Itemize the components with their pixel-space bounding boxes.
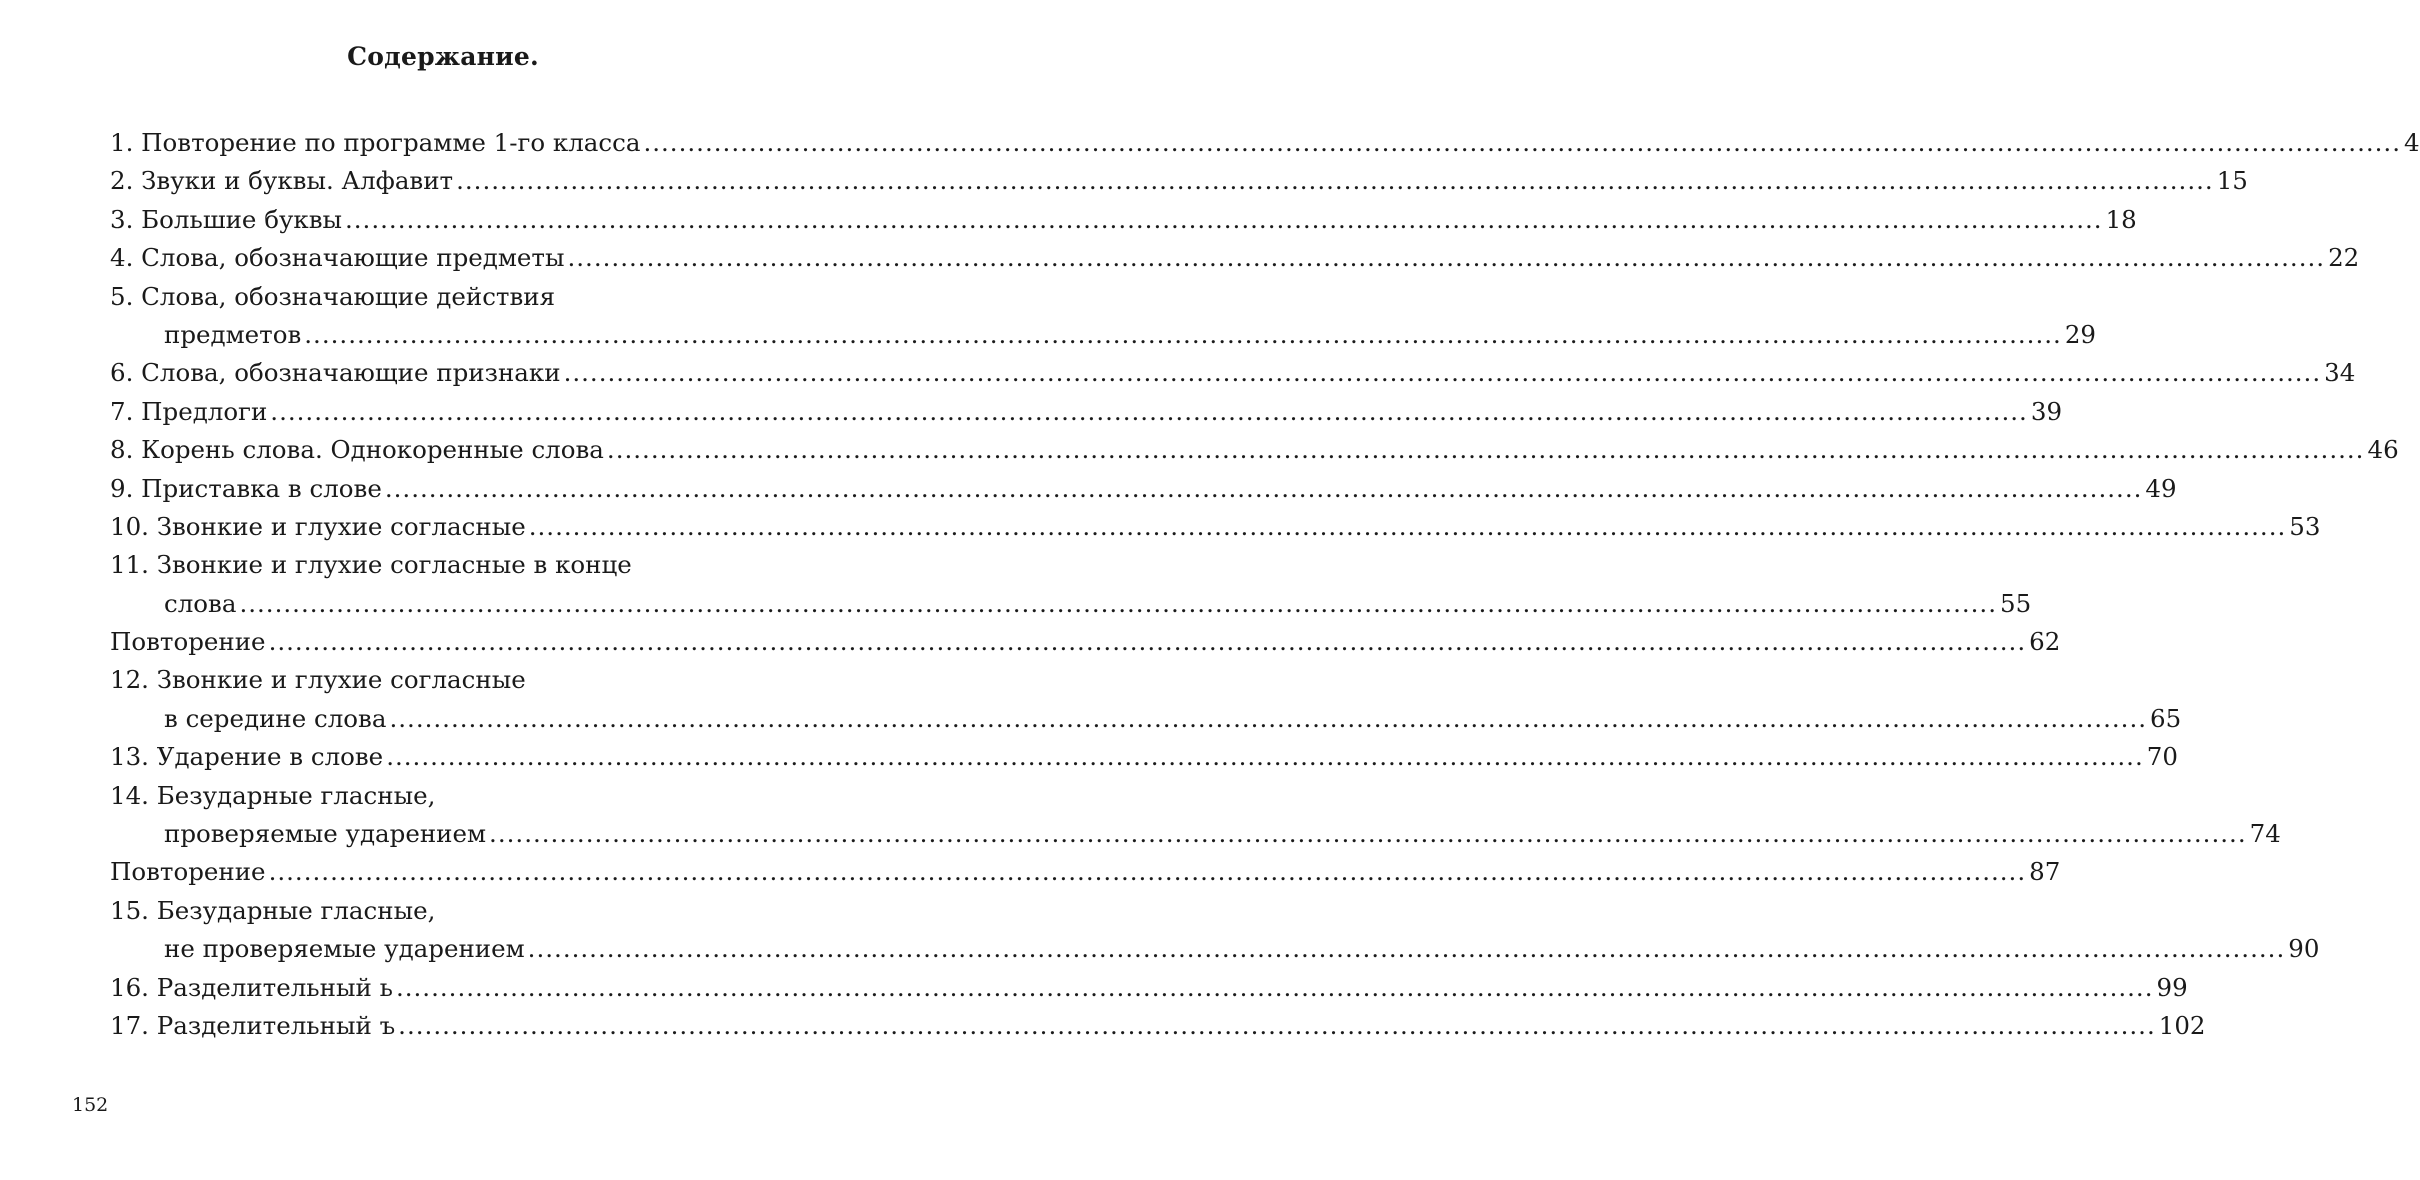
- toc-page-number: 46: [2367, 435, 2399, 465]
- toc-leader-dots: ........................................................................................................................................................................................................: [456, 166, 2214, 196]
- toc-entry-title: 16. Разделительный ь: [110, 972, 393, 1002]
- toc-leader-dots: ........................................................................................................................................................................................................: [643, 128, 2402, 157]
- toc-leader-dots: ........................................................................................................................................................................................................: [268, 627, 2027, 657]
- toc-page-number: 39: [2030, 396, 2063, 426]
- toc-entry-title: 4. Слова, обозначающие предметы: [110, 243, 565, 273]
- toc-leader-dots: ........................................................................................................................................................................................................: [528, 511, 2287, 541]
- toc-page-number: 70: [2146, 742, 2178, 772]
- toc-page-number: 53: [2289, 511, 2321, 541]
- toc-entry: [110, 777, 736, 815]
- toc-entry: [110, 239, 2360, 277]
- toc-entry-title: 15. Безударные гласные,: [110, 895, 436, 925]
- toc-page-number: 62: [2029, 627, 2061, 657]
- toc-entry-title: предметов: [164, 319, 302, 349]
- toc-leader-dots: ........................................................................................................................................................................................................: [344, 204, 2103, 234]
- toc-entry: [110, 853, 2061, 891]
- toc-page-number: 99: [2156, 972, 2188, 1002]
- toc-entry: [110, 431, 2399, 469]
- toc-entry-title: 9. Приставка в слове: [110, 473, 382, 503]
- toc-entry: [110, 546, 736, 584]
- toc-leader-dots: ........................................................................................................................................................................................................: [389, 703, 2148, 733]
- toc-page-number: 90: [2288, 934, 2320, 964]
- toc-page-number: 49: [2145, 473, 2177, 503]
- toc-entry-title: 6. Слова, обозначающие признаки: [110, 358, 561, 388]
- toc-leader-dots: ........................................................................................................................................................................................................: [527, 934, 2286, 964]
- toc-leader-dots: ........................................................................................................................................................................................................: [395, 972, 2154, 1002]
- toc-page-number: 29: [2064, 319, 2097, 349]
- toc-entry-continuation: [110, 700, 2182, 738]
- toc-page-number: 15: [2216, 166, 2248, 196]
- toc-entry: [110, 892, 736, 930]
- toc-page-number: 4: [2404, 128, 2420, 157]
- toc-leader-dots: ........................................................................................................................................................................................................: [386, 742, 2144, 772]
- toc-entry-title: 7. Предлоги: [110, 396, 268, 426]
- toc-page-number: 74: [2249, 819, 2281, 849]
- toc-entry-title: проверяемые ударением: [164, 819, 487, 849]
- toc-leader-dots: ........................................................................................................................................................................................................: [606, 435, 2365, 465]
- toc-entry-title: не проверяемые ударением: [164, 934, 525, 964]
- toc-entry-title: 11. Звонкие и глухие согласные в конце: [110, 550, 632, 580]
- toc-entry-title: 1. Повторение по программе 1-го класса: [110, 128, 641, 157]
- toc-entry: [110, 354, 2356, 392]
- toc-entry-title: в середине слова: [164, 703, 387, 733]
- toc-entry: [110, 508, 2321, 546]
- page-number: 152: [72, 1094, 109, 1116]
- page-title: Содержание.: [347, 42, 539, 71]
- toc-entry: [110, 124, 2420, 162]
- toc-entry-title: 14. Безударные гласные,: [110, 780, 436, 810]
- toc-page-number: 65: [2150, 703, 2182, 733]
- table-of-contents: [110, 124, 2420, 1045]
- toc-leader-dots: ........................................................................................................................................................................................................: [384, 473, 2143, 503]
- toc-leader-dots: ........................................................................................................................................................................................................: [304, 319, 2062, 349]
- toc-page-number: 34: [2324, 358, 2356, 388]
- toc-page-number: 22: [2328, 243, 2360, 273]
- toc-page-number: 87: [2029, 857, 2061, 887]
- toc-entry: [110, 738, 2178, 776]
- toc-leader-dots: ........................................................................................................................................................................................................: [239, 588, 1998, 618]
- toc-entry-continuation: [110, 815, 2281, 853]
- toc-entry-title: 13. Ударение в слове: [110, 742, 384, 772]
- toc-entry-title: слова: [164, 588, 237, 618]
- toc-entry-continuation: [110, 930, 2320, 968]
- toc-entry: [110, 1007, 2206, 1045]
- toc-page-number: 18: [2105, 204, 2137, 234]
- toc-entry: [110, 162, 2248, 200]
- toc-page-number: 102: [2158, 1010, 2206, 1040]
- toc-entry: [110, 661, 736, 699]
- toc-entry: [110, 393, 2063, 431]
- toc-leader-dots: ........................................................................................................................................................................................................: [270, 396, 2028, 426]
- toc-leader-dots: ........................................................................................................................................................................................................: [563, 358, 2322, 388]
- toc-leader-dots: ........................................................................................................................................................................................................: [398, 1010, 2156, 1040]
- toc-entry: [110, 201, 2137, 239]
- toc-entry-title: 3. Большие буквы: [110, 204, 342, 234]
- toc-entry-title: Повторение: [110, 627, 266, 657]
- toc-entry: [110, 278, 736, 316]
- toc-leader-dots: ........................................................................................................................................................................................................: [489, 819, 2247, 849]
- toc-entry-title: 10. Звонкие и глухие согласные: [110, 511, 526, 541]
- toc-entry-title: Повторение: [110, 857, 266, 887]
- toc-entry-title: 17. Разделительный ъ: [110, 1010, 396, 1040]
- toc-page-number: 55: [2000, 588, 2032, 618]
- toc-leader-dots: ........................................................................................................................................................................................................: [268, 857, 2027, 887]
- toc-entry-continuation: [110, 316, 2097, 354]
- toc-entry: [110, 623, 2061, 661]
- toc-entry-title: 12. Звонкие и глухие согласные: [110, 665, 526, 695]
- toc-entry: [110, 969, 2188, 1007]
- toc-entry-title: 2. Звуки и буквы. Алфавит: [110, 166, 454, 196]
- toc-entry: [110, 470, 2177, 508]
- toc-entry-title: 8. Корень слова. Однокоренные слова: [110, 435, 604, 465]
- toc-leader-dots: ........................................................................................................................................................................................................: [567, 243, 2326, 273]
- toc-entry-title: 5. Слова, обозначающие действия: [110, 281, 556, 311]
- toc-entry-continuation: [110, 585, 2032, 623]
